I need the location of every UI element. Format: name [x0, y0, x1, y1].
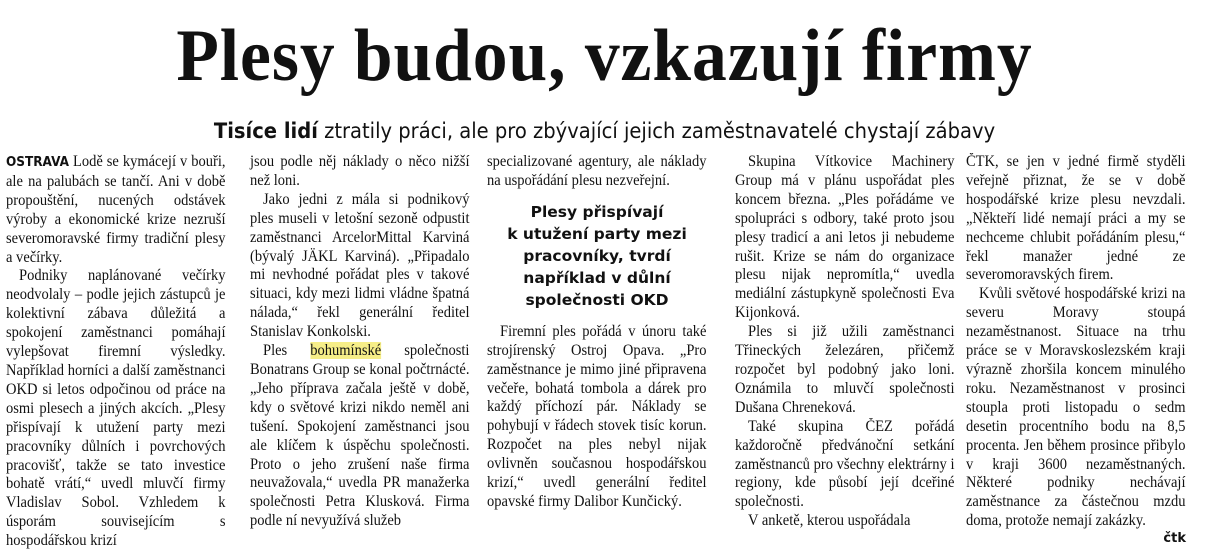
pull-quote-line: například v důlní: [523, 268, 671, 287]
paragraph: Také skupina ČEZ pořádá každoročně předvánoční setkání zaměstnanců pro všechny elektrárny i regiony, kde působí její dceřiné společnosti.: [735, 417, 955, 511]
highlighted-word: bohumínské: [310, 342, 382, 360]
pull-quote-line: společnosti OKD: [525, 290, 669, 309]
headline: Plesy budou, vzkazují firmy: [176, 15, 1033, 97]
paragraph: specializované agentury, ale náklady na uspořádání plesu nezveřejní.: [487, 153, 707, 189]
paragraph-text: společnosti Bonatrans Group se konal počtrnácté. „Jeho příprava začala ještě v době, kdy o světové krizi nikdo neměl ani tušení. Spokojení zaměstnanci jsou ale klíčem k úspěchu společnosti. Proto o jeho zrušení naše firma neuvažovala,“ uvedla PR manažerka společnosti Petra Klusková. Firma podle ní nevyužívá služeb: [250, 342, 470, 530]
subheadline: [42, 117, 1166, 145]
paragraph: [250, 342, 469, 531]
pull-quote-line: k utužení party mezi: [507, 224, 687, 243]
author-signature: čtk: [1163, 531, 1186, 547]
paragraph: Skupina Vítkovice Machinery Group má v plánu uspořádat ples koncem března. „Ples pořádáme ve spolupráci s odbory, také proto jsou plesy tradicí a ani letos ji nebudeme rušit. Krize se nám do organizace plesu nijak nepromítla,“ uvedla mediální zástupkyně společnosti Eva Kijonková.: [735, 153, 955, 322]
paragraph: Ples si již užili zaměstnanci Třineckých železáren, přičemž rozpočet byl podobný jako loni. Oznámila to mluvčí společnosti Dušana Chreneková.: [735, 323, 955, 416]
paragraph: Firemní ples pořádá v únoru také strojírenský Ostroj Opava. „Pro zaměstnance je mimo jiné připravena večeře, bohatá tombola a dárek pro každý příchozí pár. Náklady se pohybují v řádech stovek tisíc korun. Rozpočet na ples nebyl nijak ovlivněn současnou hospodářskou krizí,“ uvedl generální ředitel opavské firmy Dalibor Kunčický.: [487, 322, 707, 510]
column-3: [487, 153, 707, 510]
column-1: [6, 153, 226, 550]
pull-quote-line: pracovníky, tvrdí: [523, 246, 671, 265]
paragraph: Kvůli světové hospodářské krizi na severu Moravy stoupá nezaměstnanost. Situace na trhu práce se v Moravskoslezském kraji výrazně zhoršila koncem minulého roku. Nezaměstnanost v prosinci stoupla proti listopadu o sedm desetin procentního bodu na 8,5 procenta. Jen během prosince přibylo v kraji 3600 nezaměstnaných. Některé podniky nechávají zaměstnance za částečnou mzdu doma, protože nemají zakázky.: [966, 285, 1186, 530]
column-5: [966, 153, 1186, 547]
paragraph: Jako jedni z mála si podnikový ples museli v letošní sezoně odpustit zaměstnanci ArcelorMittal Karviná (bývalý JÄKL Karviná). „Připadalo mi nevhodné pořádat ples v takové situaci, kdy mezi lidmi vládne špatná nálada,“ řekl generální ředitel Stanislav Konkolski.: [250, 190, 470, 341]
pull-quote: [487, 201, 707, 311]
column-2: [250, 153, 470, 530]
paragraph-text: Ples: [263, 342, 311, 360]
paragraph: V anketě, kterou uspořádala: [748, 512, 911, 530]
paragraph: [6, 153, 225, 267]
pull-quote-line: Plesy přispívají: [530, 202, 664, 221]
paragraph: ČTK, se jen v jedné firmě styděli veřejně přiznat, že se v době hospodářské krize plesu nevzdali. „Někteří lidé nemají práci a my se nechceme chlubit pořádáním plesu,“ řekl manažer jedné ze severomoravských firem.: [966, 153, 1186, 284]
paragraph-text: Lodě se kymácejí v bouři, ale na palubách se tančí. Ani v době propouštění, nucených odstávek výroby a ekonomické krize nezruší severomoravské firmy tradiční plesy a večírky.: [6, 153, 226, 266]
subheadline-text: ztratily práci, ale pro zbývající jejich zaměstnavatelé chystají zábavy: [317, 119, 996, 143]
column-4: [735, 153, 955, 530]
paragraph: Podniky naplánované večírky neodvolaly – podle jejich zástupců je kolektivní zábava důležitá a spokojení zaměstnanci pomáhají vylepšovat firemní výsledky. Například horníci a další zaměstnanci OKD si letos odpočinou od práce na osmi plesech a jiných akcích. „Plesy přispívají k utužení party mezi pracovníky důlních i povrchových pracovišť, takže se tato investice bohatě vrátí,“ uvedl mluvčí firmy Vladislav Sobol. Vzhledem k úsporám souvisejícím s hospodářskou krizí: [6, 267, 226, 550]
subheadline-bold: Tisíce lidí: [213, 119, 318, 143]
dateline: OSTRAVA: [6, 155, 69, 170]
paragraph: jsou podle něj náklady o něco nižší než loni.: [250, 153, 470, 189]
